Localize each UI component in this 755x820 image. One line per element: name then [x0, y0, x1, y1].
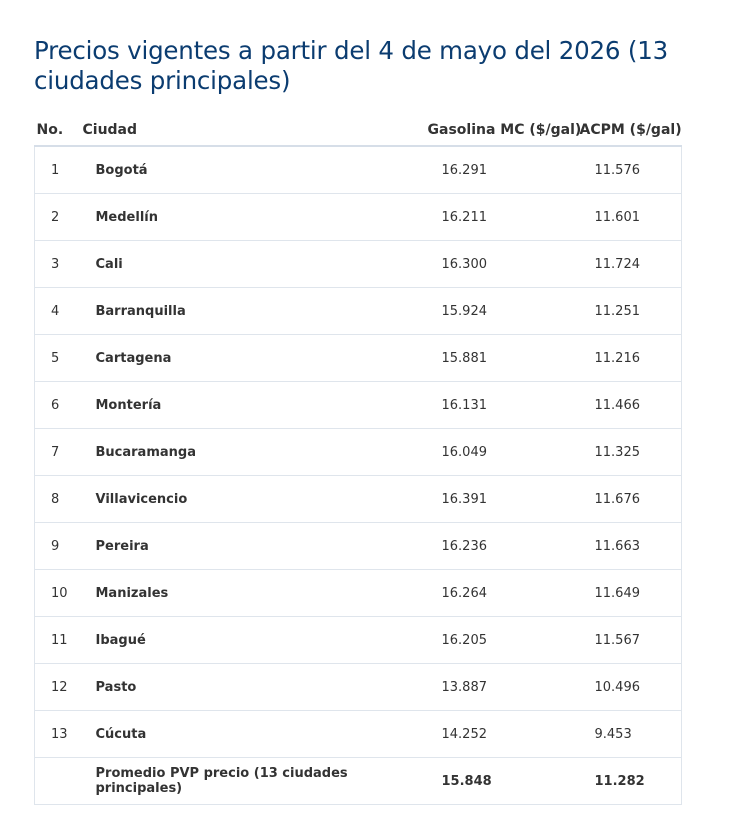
cell-city: Cali	[83, 241, 428, 288]
cell-acpm: 11.567	[580, 617, 682, 664]
table-row	[35, 664, 682, 711]
cell-city: Manizales	[83, 570, 428, 617]
cell-city: Cúcuta	[83, 711, 428, 758]
cell-no: 13	[35, 711, 83, 758]
cell-no: 8	[35, 476, 83, 523]
cell-city: Villavicencio	[83, 476, 428, 523]
cell-gasoline: 16.236	[428, 523, 580, 570]
average-gasoline: 15.848	[428, 758, 580, 805]
cell-gasoline: 15.924	[428, 288, 580, 335]
table-row	[35, 429, 682, 476]
average-row	[35, 758, 682, 805]
cell-city: Bucaramanga	[83, 429, 428, 476]
price-table-container	[34, 114, 681, 805]
cell-acpm: 11.663	[580, 523, 682, 570]
cell-gasoline: 14.252	[428, 711, 580, 758]
cell-no: 7	[35, 429, 83, 476]
cell-city: Bogotá	[83, 146, 428, 194]
cell-gasoline: 16.300	[428, 241, 580, 288]
cell-no: 1	[35, 146, 83, 194]
cell-acpm: 11.325	[580, 429, 682, 476]
cell-no: 9	[35, 523, 83, 570]
column-header-gasoline: Gasolina MC ($/gal)	[428, 114, 580, 146]
cell-city: Barranquilla	[83, 288, 428, 335]
column-header-city: Ciudad	[83, 114, 428, 146]
table-row	[35, 711, 682, 758]
table-header	[35, 114, 682, 146]
cell-no: 12	[35, 664, 83, 711]
cell-city: Pasto	[83, 664, 428, 711]
table-row	[35, 288, 682, 335]
cell-no: 5	[35, 335, 83, 382]
cell-gasoline: 16.205	[428, 617, 580, 664]
cell-acpm: 11.216	[580, 335, 682, 382]
cell-no: 11	[35, 617, 83, 664]
table-row	[35, 523, 682, 570]
header-row	[35, 114, 682, 146]
average-acpm: 11.282	[580, 758, 682, 805]
cell-acpm: 11.576	[580, 146, 682, 194]
cell-city: Medellín	[83, 194, 428, 241]
table-row	[35, 382, 682, 429]
cell-no: 4	[35, 288, 83, 335]
cell-gasoline: 16.264	[428, 570, 580, 617]
cell-acpm: 11.601	[580, 194, 682, 241]
cell-gasoline: 16.211	[428, 194, 580, 241]
average-label: Promedio PVP precio (13 ciudades principales)	[83, 758, 428, 805]
table-row	[35, 241, 682, 288]
table-row	[35, 476, 682, 523]
cell-gasoline: 16.291	[428, 146, 580, 194]
cell-gasoline: 16.049	[428, 429, 580, 476]
cell-gasoline: 15.881	[428, 335, 580, 382]
table-row	[35, 617, 682, 664]
page-title: Precios vigentes a partir del 4 de mayo del 2026 (13 ciudades principales)	[34, 36, 669, 95]
cell-acpm: 11.724	[580, 241, 682, 288]
cell-no: 6	[35, 382, 83, 429]
price-table	[34, 114, 682, 805]
column-header-acpm: ACPM ($/gal)	[580, 114, 682, 146]
cell-no: 10	[35, 570, 83, 617]
table-row	[35, 335, 682, 382]
cell-acpm: 9.453	[580, 711, 682, 758]
cell-gasoline: 16.391	[428, 476, 580, 523]
table-row	[35, 570, 682, 617]
cell-acpm: 11.466	[580, 382, 682, 429]
table-row	[35, 146, 682, 194]
cell-acpm: 11.251	[580, 288, 682, 335]
cell-gasoline: 16.131	[428, 382, 580, 429]
cell-no	[35, 758, 83, 805]
cell-acpm: 11.649	[580, 570, 682, 617]
cell-no: 2	[35, 194, 83, 241]
cell-city: Pereira	[83, 523, 428, 570]
cell-no: 3	[35, 241, 83, 288]
cell-city: Ibagué	[83, 617, 428, 664]
table-body	[35, 146, 682, 805]
cell-city: Cartagena	[83, 335, 428, 382]
cell-gasoline: 13.887	[428, 664, 580, 711]
cell-acpm: 10.496	[580, 664, 682, 711]
cell-acpm: 11.676	[580, 476, 682, 523]
cell-city: Montería	[83, 382, 428, 429]
table-row	[35, 194, 682, 241]
column-header-no: No.	[35, 114, 83, 146]
